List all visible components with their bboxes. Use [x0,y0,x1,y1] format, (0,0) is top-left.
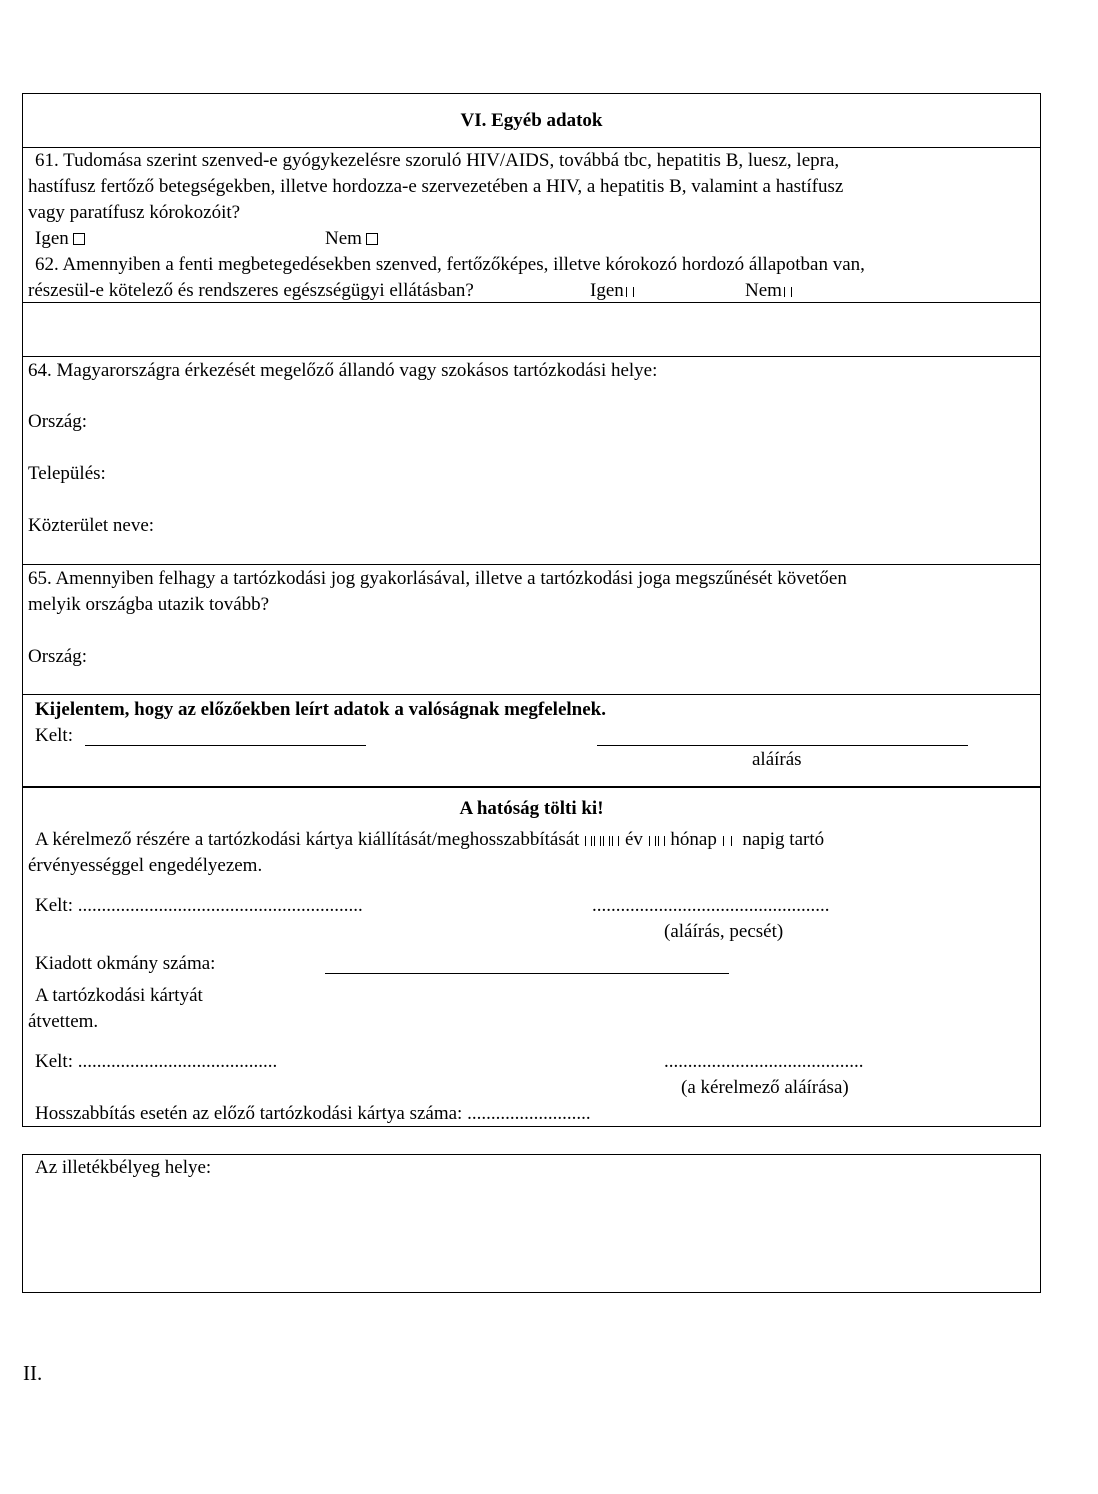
day-boxes[interactable] [722,829,738,850]
q61-no-option[interactable] [325,226,378,252]
stamp-label: Az illetékbélyeg helye: [35,1157,212,1178]
month-label: hónap [670,829,717,850]
page-marker: II. [23,1361,43,1385]
q61-yes-checkbox[interactable] [73,233,85,245]
applicant-signature-label: (a kérelmező aláírása) [681,1077,849,1098]
received-line2: átvettem. [28,1011,99,1032]
q65-line2: melyik országba utazik tovább? [28,594,270,615]
declaration-date-input[interactable] [85,745,366,746]
q64-settlement-field[interactable]: Település: [28,463,106,484]
q61-no-label: Nem [325,228,362,249]
extension-field[interactable]: Hosszabbítás esetén az előző tartózkodási kártya száma: .......................... [35,1103,591,1124]
authority-dated2[interactable]: Kelt: .......................................... [35,1051,278,1072]
q64-street-field[interactable]: Közterület neve: [28,515,155,536]
authority-signature-dots[interactable]: .................................................. [592,895,830,916]
divider [22,564,1041,565]
authority-title: A hatóság tölti ki! [459,798,604,819]
declaration-dated-label: Kelt: [35,725,73,746]
applicant-signature-dots[interactable]: .......................................... [664,1051,864,1072]
q64-title: 64. Magyarországra érkezését megelőző állandó vagy szokásos tartózkodási helye: [28,360,658,381]
q62-yes-checkbox[interactable] [626,287,634,297]
q62-yes-option[interactable] [590,278,636,304]
authority-line1 [35,827,824,853]
declaration-text: Kijelentem, hogy az előzőekben leírt adatok a valóságnak megfelelnek. [35,699,606,720]
divider [22,356,1041,357]
q64-country-field[interactable]: Ország: [28,411,88,432]
q62-no-option[interactable] [745,278,794,304]
q61-line2: hastífusz fertőző betegségekben, illetve hordozza-e szervezetében a HIV, a hepatitis B, valamint a hastífusz [28,176,844,197]
authority-dated[interactable]: Kelt: ............................................................ [35,895,363,916]
year-boxes[interactable] [584,829,620,850]
month-boxes[interactable] [648,829,666,850]
declaration-signature-label: aláírás [752,749,802,770]
q61-yes-label: Igen [35,228,69,249]
declaration-signature-line[interactable] [597,745,968,746]
divider [22,302,1041,303]
q61-line3: vagy paratífusz kórokozóit? [28,202,241,223]
q65-country-field[interactable]: Ország: [28,646,88,667]
section-title: VI. Egyéb adatok [460,110,603,131]
doc-number-input[interactable] [325,973,729,974]
authority-line1a: A kérelmező részére a tartózkodási kártya kiállítását/meghosszabbítását [35,829,580,850]
authority-line2: érvényességgel engedélyezem. [28,855,263,876]
divider [22,694,1041,695]
q62-line1: 62. Amennyiben a fenti megbetegedésekben szenved, fertőzőképes, illetve kórokozó hordozó állapotban van, [35,254,865,275]
q62-line2: részesül-e kötelező és rendszeres egészségügyi ellátásban? [28,280,474,301]
q65-line1: 65. Amennyiben felhagy a tartózkodási jog gyakorlásával, illetve a tartózkodási joga megszűnését követően [28,568,847,589]
doc-number-label: Kiadott okmány száma: [35,953,216,974]
q62-no-label: Nem [745,280,782,301]
q61-no-checkbox[interactable] [366,233,378,245]
received-line1: A tartózkodási kártyát [35,985,203,1006]
q62-no-checkbox[interactable] [784,287,792,297]
authority-line1b: napig tartó [742,829,825,850]
q62-yes-label: Igen [590,280,624,301]
authority-signature-label: (aláírás, pecsét) [664,921,784,942]
q61-yes-option[interactable] [35,226,85,252]
year-label: év [624,829,643,850]
q61-line1: 61. Tudomása szerint szenved-e gyógykezelésre szoruló HIV/AIDS, továbbá tbc, hepatitis B, luesz, lepra, [35,150,840,171]
